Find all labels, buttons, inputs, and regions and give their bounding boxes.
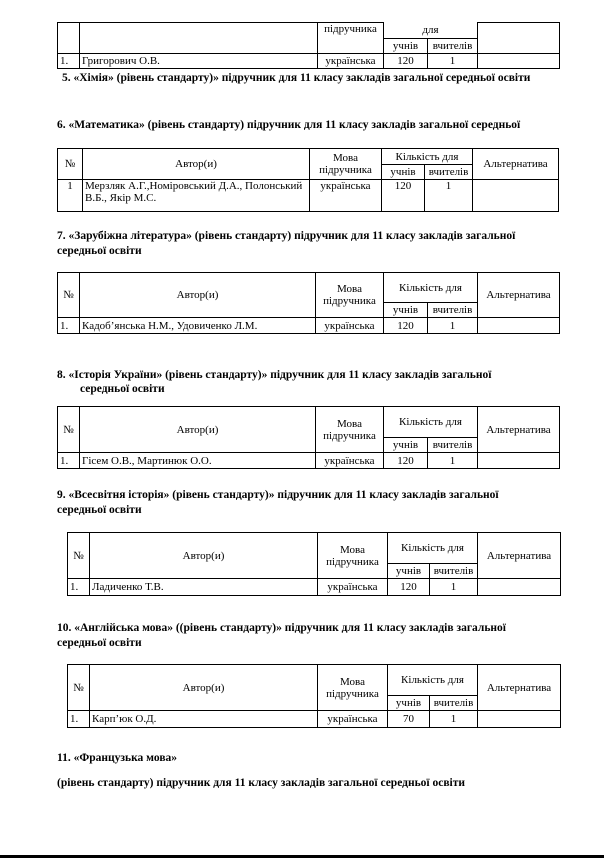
num-header: № bbox=[58, 149, 83, 180]
pupils-header: учнів bbox=[382, 165, 425, 180]
row-number: 1. bbox=[58, 453, 80, 469]
teachers-header: вчителів bbox=[430, 696, 478, 711]
table-english bbox=[67, 664, 561, 728]
lang-header: Мова підручника bbox=[316, 273, 384, 318]
row-teachers: 1 bbox=[425, 180, 473, 212]
heading-10-line2: середньої освіти bbox=[57, 637, 142, 649]
heading-11-line1: 11. «Французька мова» bbox=[57, 752, 178, 764]
heading-5: 5. «Хімія» (рівень стандарту)» підручник для 11 класу закладів загальної середньої освіти bbox=[62, 72, 531, 84]
row-author: Ладиченко Т.В. bbox=[90, 579, 318, 596]
row-language: українська bbox=[310, 180, 382, 212]
cell-empty bbox=[58, 23, 80, 54]
author-header: Автор(и) bbox=[80, 407, 316, 453]
row-pupils: 120 bbox=[382, 180, 425, 212]
row-pupils: 120 bbox=[384, 453, 428, 469]
row-pupils: 120 bbox=[388, 579, 430, 596]
pupils-header: учнів bbox=[388, 696, 430, 711]
row-alternative bbox=[478, 54, 560, 69]
pupils-header: учнів bbox=[384, 39, 428, 54]
row-language: українська bbox=[316, 453, 384, 469]
alt-header: Альтернатива bbox=[478, 273, 560, 318]
count-header: Кількість для bbox=[384, 273, 478, 303]
heading-11-line2: (рівень стандарту) підручник для 11 класу закладів загальної середньої освіти bbox=[57, 777, 466, 789]
lang-header: Мова підручника bbox=[316, 407, 384, 453]
heading-8-line2: середньої освіти bbox=[80, 383, 165, 395]
row-pupils: 70 bbox=[388, 711, 430, 728]
lang-header: підручника bbox=[318, 23, 384, 54]
row-alternative bbox=[478, 579, 561, 596]
row-number: 1. bbox=[68, 579, 90, 596]
count-header: Кількість для bbox=[382, 149, 473, 165]
row-teachers: 1 bbox=[428, 54, 478, 69]
count-sub-header: для bbox=[384, 23, 478, 39]
table-top-fragment bbox=[57, 22, 560, 69]
row-pupils: 120 bbox=[384, 318, 428, 334]
heading-6: 6. «Математика» (рівень стандарту) підручник для 11 класу закладів загальної середньої bbox=[57, 119, 521, 131]
row-number: 1. bbox=[58, 318, 80, 334]
teachers-header: вчителів bbox=[428, 303, 478, 318]
table-foreign-literature bbox=[57, 272, 560, 334]
pupils-header: учнів bbox=[388, 564, 430, 579]
alt-header: Альтернатива bbox=[478, 533, 561, 579]
teachers-header: вчителів bbox=[428, 39, 478, 54]
alt-header: Альтернатива bbox=[473, 149, 559, 180]
row-author: Гісем О.В., Мартинюк О.О. bbox=[80, 453, 316, 469]
row-alternative bbox=[478, 711, 561, 728]
cell-empty bbox=[80, 23, 318, 54]
count-header: Кількість для bbox=[388, 533, 478, 564]
pupils-header: учнів bbox=[384, 303, 428, 318]
teachers-header: вчителів bbox=[428, 438, 478, 453]
row-language: українська bbox=[318, 579, 388, 596]
cell-empty bbox=[478, 23, 560, 54]
row-author: Мерзляк А.Г.,Номіровський Д.А., Полонський В.Б., Якір М.С. bbox=[83, 180, 310, 212]
row-pupils: 120 bbox=[384, 54, 428, 69]
row-number: 1. bbox=[68, 711, 90, 728]
heading-10-line1: 10. «Англійська мова» ((рівень стандарту)» підручник для 11 класу закладів загальної bbox=[57, 622, 506, 634]
row-language: українська bbox=[318, 711, 388, 728]
author-header: Автор(и) bbox=[90, 665, 318, 711]
row-author: Григорович О.В. bbox=[80, 54, 318, 69]
heading-8-line1: 8. «Історія України» (рівень стандарту)» підручник для 11 класу закладів загальної bbox=[57, 369, 492, 381]
lang-header: Мова підручника bbox=[310, 149, 382, 180]
alt-header: Альтернатива bbox=[478, 665, 561, 711]
row-alternative bbox=[478, 318, 560, 334]
pupils-header: учнів bbox=[384, 438, 428, 453]
row-language: українська bbox=[316, 318, 384, 334]
row-teachers: 1 bbox=[430, 579, 478, 596]
heading-7-line1: 7. «Зарубіжна література» (рівень стандарту) підручник для 11 класу закладів загальної bbox=[57, 230, 516, 242]
count-header: Кількість для bbox=[388, 665, 478, 696]
row-teachers: 1 bbox=[428, 318, 478, 334]
author-header: Автор(и) bbox=[83, 149, 310, 180]
teachers-header: вчителів bbox=[425, 165, 473, 180]
author-header: Автор(и) bbox=[80, 273, 316, 318]
author-header: Автор(и) bbox=[90, 533, 318, 579]
heading-7-line2: середньої освіти bbox=[57, 245, 142, 257]
row-alternative bbox=[473, 180, 559, 212]
alt-header: Альтернатива bbox=[478, 407, 560, 453]
teachers-header: вчителів bbox=[430, 564, 478, 579]
row-author: Карп’юк О.Д. bbox=[90, 711, 318, 728]
count-header: Кількість для bbox=[384, 407, 478, 438]
row-teachers: 1 bbox=[430, 711, 478, 728]
num-header: № bbox=[58, 407, 80, 453]
heading-9-line2: середньої освіти bbox=[57, 504, 142, 516]
lang-header: Мова підручника bbox=[318, 533, 388, 579]
row-author: Кадоб’янська Н.М., Удовиченко Л.М. bbox=[80, 318, 316, 334]
num-header: № bbox=[68, 533, 90, 579]
table-math bbox=[57, 148, 559, 212]
table-history-ukraine bbox=[57, 406, 560, 469]
row-alternative bbox=[478, 453, 560, 469]
table-world-history bbox=[67, 532, 561, 596]
row-language: українська bbox=[318, 54, 384, 69]
num-header: № bbox=[58, 273, 80, 318]
row-number: 1. bbox=[58, 54, 80, 69]
lang-header: Мова підручника bbox=[318, 665, 388, 711]
row-teachers: 1 bbox=[428, 453, 478, 469]
heading-9-line1: 9. «Всесвітня історія» (рівень стандарту)» підручник для 11 класу закладів загальної bbox=[57, 489, 499, 501]
row-number: 1 bbox=[58, 180, 83, 212]
num-header: № bbox=[68, 665, 90, 711]
